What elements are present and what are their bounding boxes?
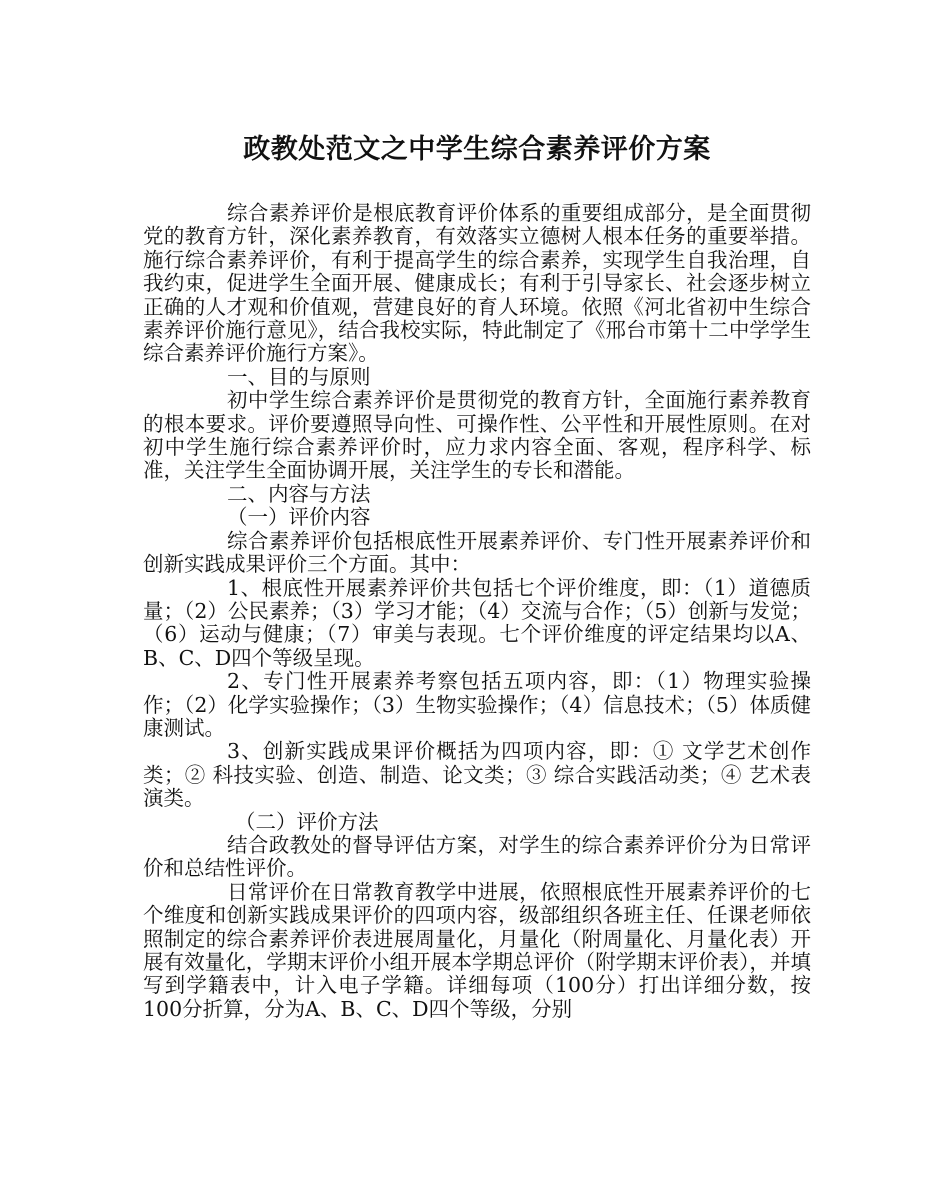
- document-page: [143, 130, 811, 1021]
- document-body: [143, 202, 811, 1021]
- paragraph-item-2: 2、专门性开展素养考察包括五项内容，即：（1）物理实验操作；（2）化学实验操作；（3）生物实验操作；（4）信息技术；（5）体质健康测试。: [143, 669, 811, 740]
- heading-evaluation-methods: （二）评价方法: [235, 809, 379, 834]
- paragraph-intro: 综合素养评价是根底教育评价体系的重要组成部分，是全面贯彻党的教育方针，深化素养教育，有效落实立德树人根本任务的重要举措。施行综合素养评价，有利于提高学生的综合素养，实现学生自我治理，自我约束，促进学生全面开展、健康成长；有利于引导家长、社会逐步树立正确的人才观和价值观，营建良好的育人环境。依照《河北省初中生综合素养评价施行意见》，结合我校实际，特此制定了《邢台市第十二中学学生综合素养评价施行方案》。: [143, 201, 811, 366]
- paragraph-principles: 初中学生综合素养评价是贯彻党的教育方针，全面施行素养教育的根本要求。评价要遵照导向性、可操作性、公平性和开展性原则。在对初中学生施行综合素养评价时，应力求内容全面、客观，程序科学、标准，关注学生全面协调开展，关注学生的专长和潜能。: [143, 388, 811, 483]
- heading-evaluation-content: （一）评价内容: [227, 505, 371, 530]
- paragraph-methods-intro: 结合政教处的督导评估方案，对学生的综合素养评价分为日常评价和总结性评价。: [143, 832, 811, 881]
- document-title: 政教处范文之中学生综合素养评价方案: [243, 134, 711, 165]
- heading-purpose-principles: 一、目的与原则: [227, 364, 371, 389]
- paragraph-evaluation-content: 综合素养评价包括根底性开展素养评价、专门性开展素养评价和创新实践成果评价三个方面。其中：: [143, 528, 811, 577]
- paragraph-item-3: 3、创新实践成果评价概括为四项内容，即：① 文学艺术创作类；② 科技实验、创造、制造、论文类；③ 综合实践活动类；④ 艺术表演类。: [143, 739, 811, 811]
- heading-content-methods: 二、内容与方法: [227, 481, 371, 506]
- paragraph-item-1: 1、根底性开展素养评价共包括七个评价维度，即：（1）道德质量；（2）公民素养；（3）学习才能；（4）交流与合作；（5）创新与发觉；（6）运动与健康；（7）审美与表现。七个评价维度的评定结果均以A、B、C、D四个等级呈现。: [143, 575, 811, 670]
- paragraph-daily-evaluation: 日常评价在日常教育教学中进展，依照根底性开展素养评价的七个维度和创新实践成果评价的四项内容，级部组织各班主任、任课老师依照制定的综合素养评价表进展周量化，月量化（附周量化、月量化表）开展有效量化，学期末评价小组开展本学期总评价（附学期末评价表），并填写到学籍表中，计入电子学籍。详细每项（100分）打出详细分数，按100分折算，分为A、B、C、D四个等级，分别: [143, 879, 811, 1021]
